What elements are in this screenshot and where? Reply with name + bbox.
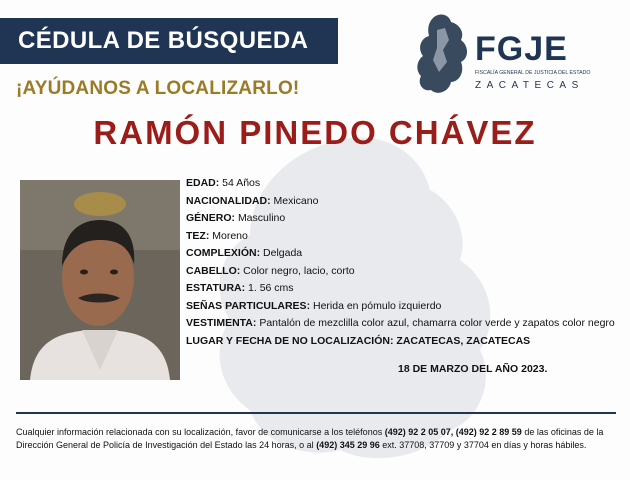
detail-label: NACIONALIDAD:	[186, 194, 271, 207]
detail-row	[186, 228, 626, 246]
last-seen-label: LUGAR Y FECHA DE NO LOCALIZACIÓN:	[186, 334, 394, 347]
footer-text: de las oficinas de la Dirección General de Policía de Investigación del Estado las 24 horas, o al	[16, 427, 604, 450]
logo-state: ZACATECAS	[475, 80, 584, 91]
person-details	[186, 175, 626, 350]
detail-row	[186, 315, 626, 333]
detail-label: VESTIMENTA:	[186, 317, 257, 329]
last-seen-place: ZACATECAS, ZACATECAS	[396, 334, 531, 347]
detail-label: ESTATURA:	[186, 282, 246, 294]
detail-row	[186, 175, 626, 193]
detail-row	[186, 280, 626, 298]
footer-text: Cualquier información relacionada con su localización, favor de comunicarse a los teléfonos	[16, 427, 385, 437]
footer-divider	[16, 412, 616, 414]
zacatecas-emblem-icon	[415, 10, 473, 100]
detail-row	[186, 245, 626, 263]
last-seen-date: 18 DE MARZO DEL AÑO 2023.	[398, 363, 548, 375]
person-photo	[20, 180, 180, 380]
detail-row	[186, 193, 626, 211]
footer-phones: (492) 92 2 05 07, (492) 92 2 89 59	[384, 427, 522, 437]
detail-label: COMPLEXIÓN:	[186, 247, 261, 259]
detail-value: Mexicano	[273, 194, 319, 207]
detail-value: Pantalón de mezclilla color azul, chamarra color verde y zapatos color negro	[259, 317, 615, 329]
detail-label: GÉNERO:	[186, 212, 236, 224]
logo-title: FGJE	[475, 30, 568, 68]
help-slogan: ¡AYÚDANOS A LOCALIZARLO!	[16, 78, 300, 99]
page-title-banner: CÉDULA DE BÚSQUEDA	[0, 18, 338, 64]
person-name: RAMÓN PINEDO CHÁVEZ	[93, 114, 537, 151]
detail-row	[186, 210, 626, 228]
detail-value: Herida en pómulo izquierdo	[312, 299, 442, 312]
detail-value: Moreno	[212, 229, 248, 242]
fgje-logo	[415, 8, 595, 100]
footer-phone: (492) 345 29 96	[316, 440, 380, 450]
footer-text: ext. 37708, 37709 y 37704 en días y horas hábiles.	[379, 440, 587, 450]
detail-label: SEÑAS PARTICULARES:	[186, 299, 311, 312]
detail-label: EDAD:	[186, 177, 220, 189]
detail-row	[186, 298, 626, 316]
logo-subtitle: FISCALÍA GENERAL DE JUSTICIA DEL ESTADO	[475, 70, 591, 76]
detail-value: 54 Años	[222, 177, 261, 189]
contact-footer	[16, 426, 620, 452]
last-seen-row	[186, 333, 626, 351]
detail-label: CABELLO:	[186, 264, 241, 277]
detail-value: Delgada	[263, 247, 303, 259]
detail-value: Color negro, lacio, corto	[243, 264, 355, 277]
detail-label: TEZ:	[186, 229, 210, 242]
detail-row	[186, 263, 626, 281]
detail-value: 1. 56 cms	[248, 282, 294, 294]
detail-value: Masculino	[237, 212, 286, 224]
person-photo-drawing	[20, 180, 180, 380]
